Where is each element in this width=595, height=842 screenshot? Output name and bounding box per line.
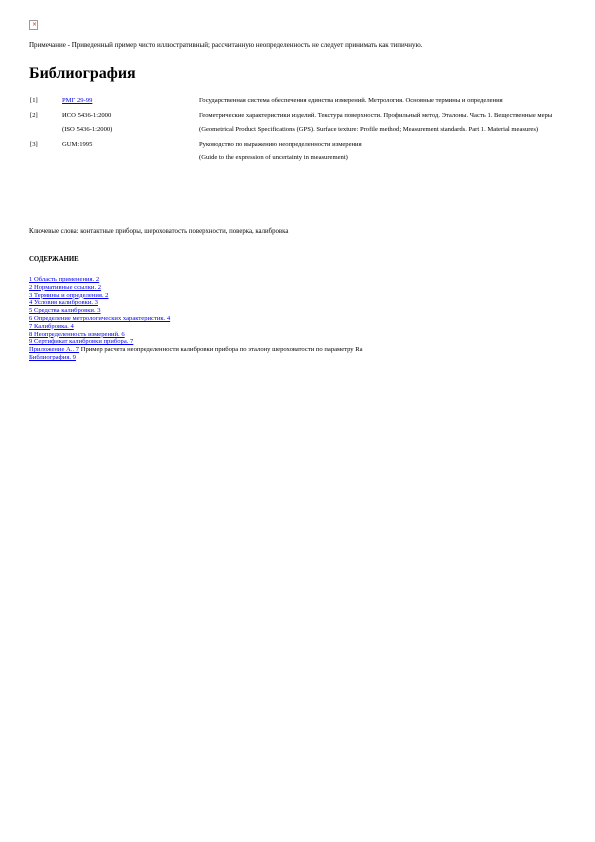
bibliography-entry — [29, 141, 569, 150]
toc-link[interactable]: 9 Сертификат калибровки прибора. 7 — [29, 338, 134, 346]
toc-item — [29, 292, 569, 300]
toc-link[interactable]: 6 Определение метрологических характеристик. 4 — [29, 314, 171, 322]
bibliography-entry — [29, 154, 569, 163]
table-of-contents — [29, 276, 569, 362]
bibliography-code-link[interactable]: РМГ 29-99 — [62, 97, 93, 104]
toc-item — [29, 276, 569, 284]
keywords: Ключевые слова: контактные приборы, шероховатость поверхности, поверка, калибровка — [29, 228, 289, 235]
toc-item — [29, 284, 569, 292]
bibliography-code: (ISO 5436-1:2000) — [62, 126, 113, 133]
bibliography-title: (Geometrical Product Specifications (GPS). Surface texture: Profile method; Measurement standards. Part 1. Material measures) — [199, 126, 539, 133]
toc-link[interactable]: 8 Неопределенность измерений. 6 — [29, 330, 125, 338]
toc-item-description: Пример расчета неопределенности калибровки прибора по эталону шероховатости по параметру Ra — [79, 346, 363, 354]
broken-image-icon — [29, 20, 38, 30]
toc-item — [29, 315, 569, 323]
toc-item — [29, 323, 569, 331]
toc-link[interactable]: 3 Термины и определения. 2 — [29, 291, 109, 299]
bibliography-title: Государственная система обеспечения единства измерений. Метрология. Основные термины и определения — [199, 97, 503, 104]
bibliography-number: [2] — [30, 111, 38, 119]
broken-image-x-icon: × — [32, 21, 38, 28]
toc-item — [29, 354, 569, 362]
toc-link[interactable]: Библиография. 9 — [29, 353, 76, 361]
toc-link[interactable]: 5 Средства калибровки. 3 — [29, 307, 101, 315]
bibliography-entry — [29, 97, 569, 106]
toc-item — [29, 307, 569, 315]
toc-item — [29, 299, 569, 307]
bibliography-title: Геометрические характеристики изделий. Текстура поверхности. Профильный метод. Эталоны. Часть 1. Вещественные меры — [199, 111, 553, 119]
bibliography-entry — [29, 126, 569, 135]
bibliography-title: Руководство по выражению неопределенности измерения — [199, 140, 362, 148]
toc-link[interactable]: 1 Область применения. 2 — [29, 276, 100, 283]
toc-link[interactable]: 2 Нормативные ссылки. 2 — [29, 283, 102, 291]
toc-item — [29, 338, 569, 346]
bibliography-list — [29, 97, 569, 163]
example-note: Примечание - Приведенный пример чисто иллюстративный; рассчитанную неопределенность не следует принимать как типичную. — [29, 41, 423, 49]
toc-link[interactable]: 7 Калибровка. 4 — [29, 322, 74, 330]
bibliography-title: (Guide to the expression of uncertainty in measurement) — [199, 154, 348, 161]
bibliography-code: GUM:1995 — [62, 140, 93, 148]
toc-item — [29, 346, 569, 354]
bibliography-number: [1] — [30, 97, 38, 104]
bibliography-number: [3] — [30, 140, 38, 148]
toc-title: СОДЕРЖАНИЕ — [29, 256, 79, 263]
toc-link[interactable]: 4 Условия калибровки. 3 — [29, 299, 98, 307]
toc-link[interactable]: Приложение А.. 7 — [29, 346, 80, 354]
bibliography-entry — [29, 112, 569, 121]
toc-item — [29, 331, 569, 339]
bibliography-heading: Библиография — [29, 65, 136, 82]
bibliography-code: ИСО 5436-1:2000 — [62, 111, 112, 119]
